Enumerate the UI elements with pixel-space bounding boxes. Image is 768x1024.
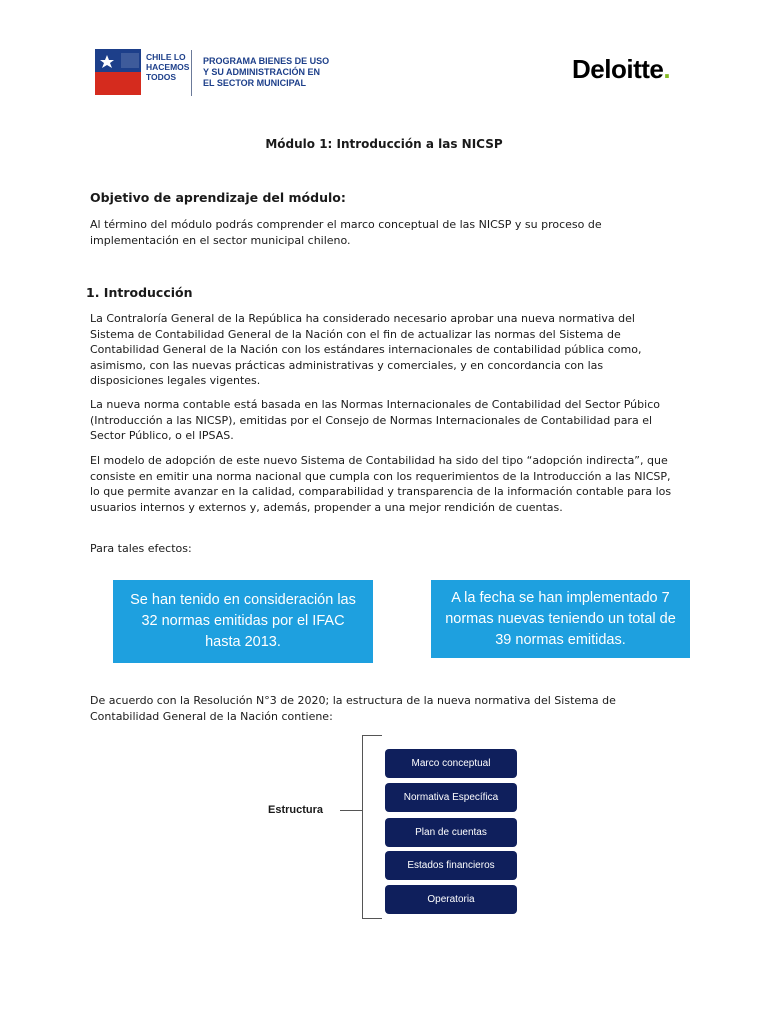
page-title: Módulo 1: Introducción a las NICSP <box>265 137 503 151</box>
gov-slogan <box>146 52 189 82</box>
connector-line <box>340 810 362 811</box>
structure-item: Plan de cuentas <box>385 818 517 847</box>
callout-box: Se han tenido en consideración las 32 normas emitidas por el IFAC hasta 2013. <box>113 580 373 663</box>
gov-slogan-line: CHILE LO <box>146 52 186 62</box>
paragraph: La Contraloría General de la República ha considerado necesario aprobar una nueva normativa del Sistema de Contabilidad General de la Nación con el fin de actualizar las normas del Sistema de Contabilidad General de la Nación con los estándares internacionales de contabilidad pública como, asimismo, con las nuevas prácticas administrativas y comerciales, y en concordancia con las disposiciones legales vigentes. <box>90 312 642 387</box>
section-heading: 1. Introducción <box>86 285 193 300</box>
gov-slogan-line: TODOS <box>146 72 177 82</box>
structure-item: Marco conceptual <box>385 749 517 778</box>
program-line: PROGRAMA BIENES DE USO <box>203 56 330 66</box>
program-line: Y SU ADMINISTRACIÓN EN <box>203 67 321 77</box>
paragraph: La nueva norma contable está basada en las Normas Internacionales de Contabilidad del Sector Púbico (Introducción a las NICSP), emitidas por el Consejo de Normas Internacionales de Contabilidad para el Sector Público, o el IPSAS. <box>90 398 660 442</box>
objective-text: Al término del módulo podrás comprender el marco conceptual de las NICSP y su proceso de implementación en el sector municipal chileno. <box>90 218 602 247</box>
deloitte-logo <box>572 54 670 85</box>
paragraph: El modelo de adopción de este nuevo Sistema de Contabilidad ha sido del tipo “adopción indirecta”, que consiste en emitir una norma nacional que cumpla con los requerimientos de la Introducción a las NICSP, lo que permite avanzar en la calidad, comparabilidad y transparencia de la información contable para los usuarios internos y externos y, además, propender a una mejor rendición de cuentas. <box>90 454 672 514</box>
structure-label: Estructura <box>268 804 324 816</box>
logo-divider <box>191 50 192 96</box>
structure-bracket <box>362 735 382 919</box>
brand-dot: . <box>663 54 671 84</box>
structure-intro: De acuerdo con la Resolución N°3 de 2020; la estructura de la nueva normativa del Sistema de Contabilidad General de la Nación contiene: <box>90 694 616 723</box>
objective-heading: Objetivo de aprendizaje del módulo: <box>90 190 346 205</box>
structure-item: Estados financieros <box>385 851 517 880</box>
callout-box: A la fecha se han implementado 7 normas nuevas teniendo un total de 39 normas emitidas. <box>431 580 690 658</box>
paragraph: Para tales efectos: <box>90 542 192 555</box>
program-line: EL SECTOR MUNICIPAL <box>203 78 307 88</box>
program-title <box>203 56 329 89</box>
gov-slogan-line: HACEMOS <box>146 62 190 72</box>
structure-item: Operatoria <box>385 885 517 914</box>
brand-name: Deloitte <box>572 54 664 84</box>
structure-item: Normativa Específica <box>385 783 517 812</box>
government-logo <box>95 49 141 95</box>
